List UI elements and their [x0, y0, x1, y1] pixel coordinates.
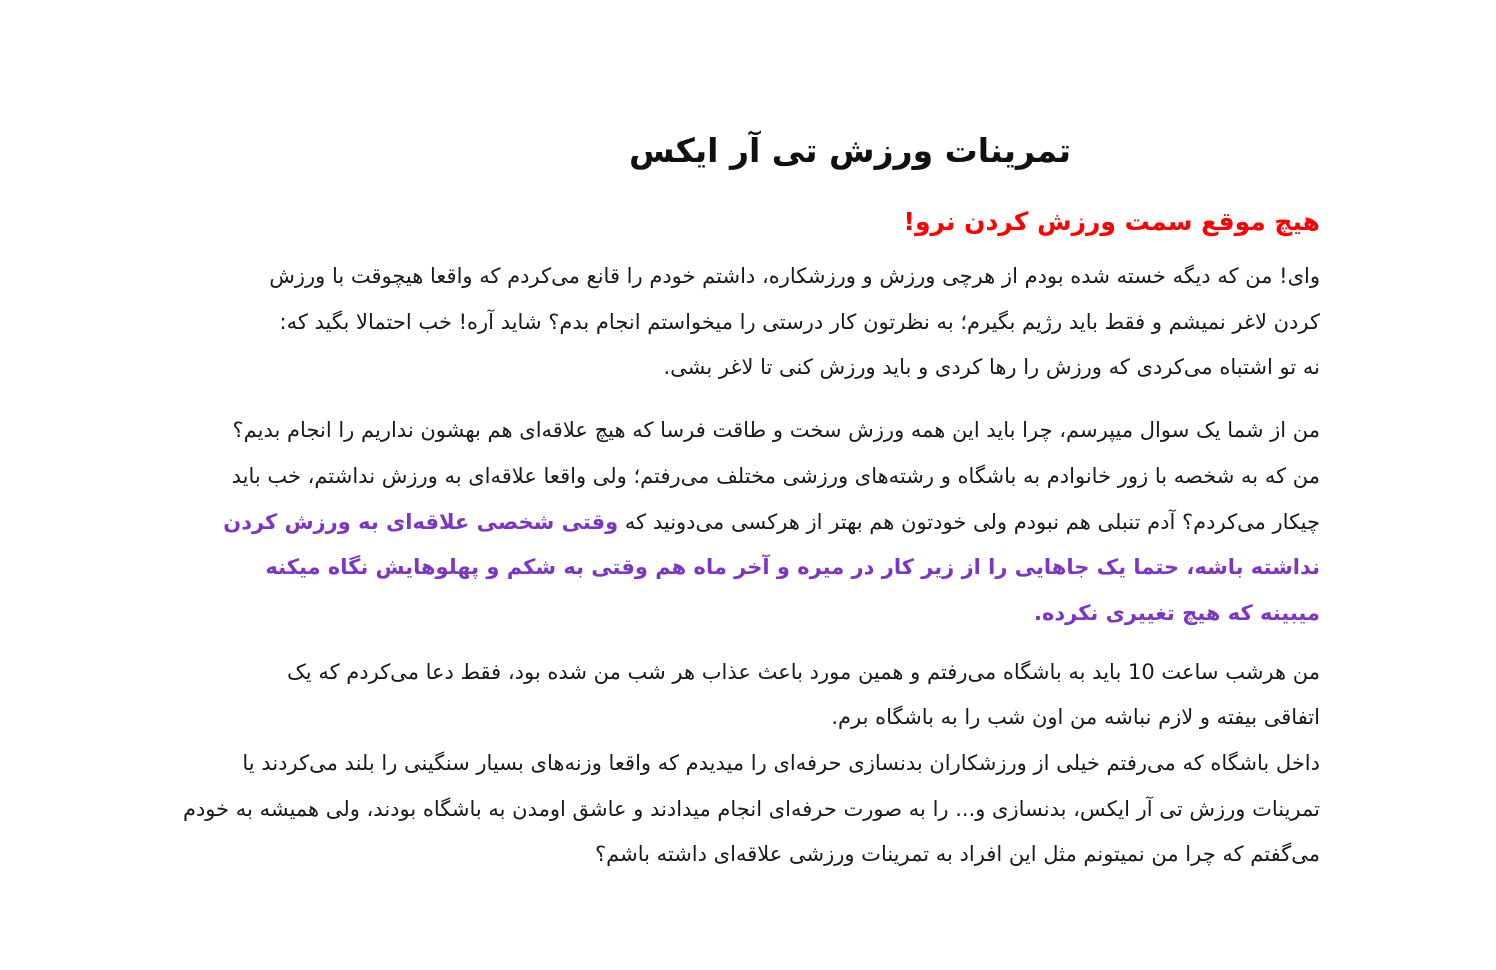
article — [170, 120, 1320, 878]
paragraph-question-text: من از شما یک سوال میپرسم، چرا باید این همه ورزش سخت و طاقت فرسا که هیچ علاقه‌ای هم بهشون نداریم را انجام بدیم؟ من که به شخصه با زور خانوادم به باشگاه و رشته‌های ورزشی مختلف می‌رفتم؛ ولی واقعا علاقه‌ای به ورزش نداشتم، خب باید چیکار می‌کردم؟ آدم تنبلی هم نبودم ولی خودتون هم بهتر از هرکسی می‌دونید که — [231, 418, 1320, 534]
paragraph-gym-athletes: داخل باشگاه که می‌رفتم خیلی از ورزشکاران بدنسازی حرفه‌ای را میدیدم که واقعا وزنه‌های بسیار سنگینی را بلند می‌کردند یا تمرینات ورزش تی آر ایکس، بدنسازی و... را به صورت حرفه‌ای انجام میدادند و عاشق اومدن به باشگاه بودند، ولی همیشه به خودم می‌گفتم که چرا من نمیتونم مثل این افراد به تمرینات ورزشی علاقه‌ای داشته باشم؟ — [182, 751, 1320, 867]
paragraph-night-gym: من هرشب ساعت 10 باید به باشگاه می‌رفتم و همین مورد باعث عذاب هر شب من شده بود، فقط دعا می‌کردم که یک اتفاقی بیفته و لازم نباشه من اون شب را به باشگاه برم. — [287, 659, 1320, 730]
highlighted-statement: وقتی شخصی علاقه‌ای به ورزش کردن نداشته باشه، حتما یک جاهایی را از زیر کار در میره و آخر ماه هم وقتی به شکم و پهلوهایش نگاه میکنه میبینه که هیچ تغییری نکرده. — [223, 509, 1320, 625]
paragraph-question — [210, 408, 1320, 637]
paragraph-intro: وای! من که دیگه خسته شده بودم از هرچی ورزش و ورزشکاره، داشتم خودم را قانع می‌کردم که واقعا هیچوقت با ورزش کردن لاغر نمیشم و فقط باید رژیم بگیرم؛ به نظرتون کار درستی را میخواستم انجام بدم؟ شاید آره! خب احتمالا بگید که: نه تو اشتباه می‌کردی که ورزش را رها کردی و باید ورزش کنی تا لاغر بشی. — [269, 264, 1320, 380]
page-title: تمرینات ورزش تی آر ایکس — [628, 131, 1072, 170]
section-subtitle: هیچ موقع سمت ورزش کردن نرو! — [903, 207, 1320, 236]
